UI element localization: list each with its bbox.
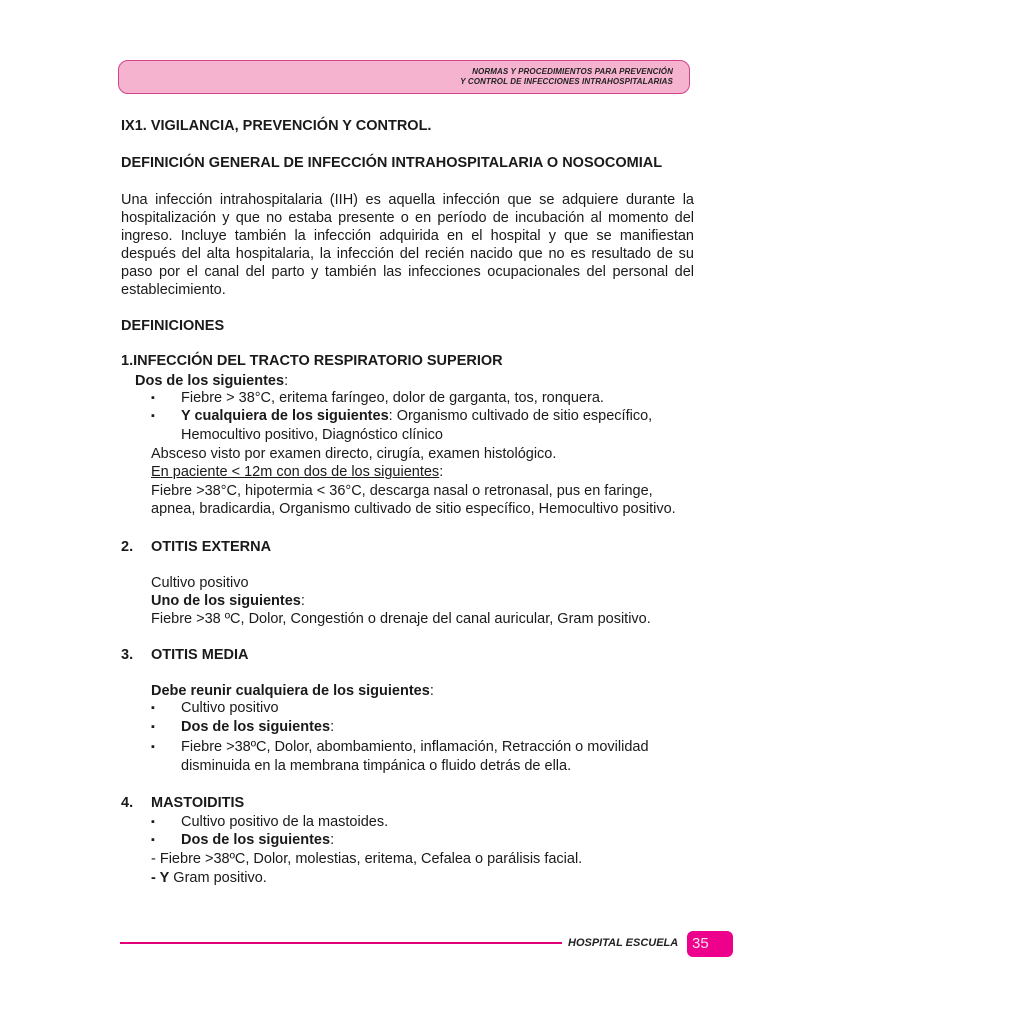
footer-rule — [120, 942, 562, 944]
subheading-bold: Debe reunir cualquiera de los siguientes — [151, 683, 430, 699]
header-line-1: NORMAS Y PROCEDIMIENTOS PARA PREVENCIÓN — [472, 67, 673, 76]
bullet-item — [181, 407, 652, 425]
line-rest: Gram positivo. — [169, 870, 267, 886]
section-2-title: OTITIS EXTERNA — [151, 539, 272, 555]
section-1-title: 1.INFECCIÓN DEL TRACTO RESPIRATORIO SUPERIOR — [121, 353, 503, 369]
bullet-item — [181, 831, 334, 849]
bullet-icon: ▪ — [151, 702, 155, 714]
intro-line: paso por el canal del parto y también las infecciones ocupacionales del personal del — [121, 264, 694, 280]
page-number-badge — [687, 931, 733, 957]
section-4-title: MASTOIDITIS — [151, 795, 245, 811]
bullet-bold: Dos de los siguientes — [181, 719, 331, 735]
absceso-line: Absceso visto por examen directo, cirugía, examen histológico. — [151, 446, 557, 462]
bullet-rest: : Organismo cultivado de sitio específico, — [388, 408, 653, 424]
section-1-subheading — [135, 372, 288, 390]
bullet-item: Cultivo positivo de la mastoides. — [181, 814, 389, 830]
line-bold: - Y — [151, 870, 170, 886]
section-4-line — [151, 869, 267, 887]
fiebre-line: Fiebre >38°C, hipotermia < 36°C, descarga nasal o retronasal, pus en faringe, — [151, 483, 653, 499]
section-2-subheading — [151, 592, 305, 610]
intro-line: ingreso. Incluye también la infección adquirida en el hospital y que se manifiestan — [121, 228, 694, 244]
bullet-bold: Y cualquiera de los siguientes — [181, 408, 389, 424]
section-4-number: 4. — [121, 795, 134, 811]
bullet-continuation: disminuida en la membrana timpánica o fluido detrás de ella. — [181, 758, 572, 774]
colon: : — [330, 832, 335, 848]
intro-line: establecimiento. — [121, 282, 226, 298]
section-2-number: 2. — [121, 539, 134, 555]
bullet-icon: ▪ — [151, 741, 155, 753]
intro-line: hospitalización y que no estaba presente o en período de incubación al momento del — [121, 210, 694, 226]
paciente-line — [151, 463, 443, 481]
page-number: 35 — [692, 935, 709, 952]
section-title: IX1. VIGILANCIA, PREVENCIÓN Y CONTROL. — [121, 118, 432, 134]
colon: : — [284, 373, 289, 389]
intro-line: después del alta hospitalaria, la infección del recién nacido que no es resultado de su — [121, 246, 694, 262]
colon: : — [300, 593, 305, 609]
colon: : — [429, 683, 434, 699]
intro-line: Una infección intrahospitalaria (IIH) es aquella infección que se adquiere durante la — [121, 192, 694, 208]
section-2-line: Cultivo positivo — [151, 575, 249, 591]
bullet-icon: ▪ — [151, 721, 155, 733]
section-3-subheading — [151, 682, 434, 700]
definition-title: DEFINICIÓN GENERAL DE INFECCIÓN INTRAHOSPITALARIA O NOSOCOMIAL — [121, 155, 663, 171]
subheading-bold: Uno de los siguientes — [151, 593, 301, 609]
bullet-icon: ▪ — [151, 410, 155, 422]
bullet-continuation: Hemocultivo positivo, Diagnóstico clínico — [181, 427, 443, 443]
subheading-bold: Dos de los siguientes — [135, 373, 285, 389]
header-line-2: Y CONTROL DE INFECCIONES INTRAHOSPITALARIAS — [460, 77, 673, 86]
definitions-title: DEFINICIONES — [121, 318, 225, 334]
bullet-item — [181, 718, 334, 736]
colon: : — [439, 464, 444, 480]
bullet-icon: ▪ — [151, 834, 155, 846]
bullet-bold: Dos de los siguientes — [181, 832, 331, 848]
bullet-item: Fiebre > 38°C, eritema faríngeo, dolor de garganta, tos, ronquera. — [181, 390, 604, 406]
section-3-title: OTITIS MEDIA — [151, 647, 249, 663]
colon: : — [330, 719, 335, 735]
bullet-icon: ▪ — [151, 816, 155, 828]
section-3-number: 3. — [121, 647, 134, 663]
paciente-underlined: En paciente < 12m con dos de los siguientes — [151, 464, 440, 480]
section-2-line: Fiebre >38 ºC, Dolor, Congestión o drenaje del canal auricular, Gram positivo. — [151, 611, 651, 627]
section-4-line: - Fiebre >38ºC, Dolor, molestias, eritema, Cefalea o parálisis facial. — [151, 851, 583, 867]
footer-label: HOSPITAL ESCUELA — [568, 937, 679, 949]
bullet-icon: ▪ — [151, 392, 155, 404]
fiebre-line: apnea, bradicardia, Organismo cultivado de sitio específico, Hemocultivo positivo. — [151, 501, 676, 517]
header-banner — [118, 60, 690, 94]
bullet-item: Cultivo positivo — [181, 700, 279, 716]
bullet-item: Fiebre >38ºC, Dolor, abombamiento, inflamación, Retracción o movilidad — [181, 739, 649, 755]
